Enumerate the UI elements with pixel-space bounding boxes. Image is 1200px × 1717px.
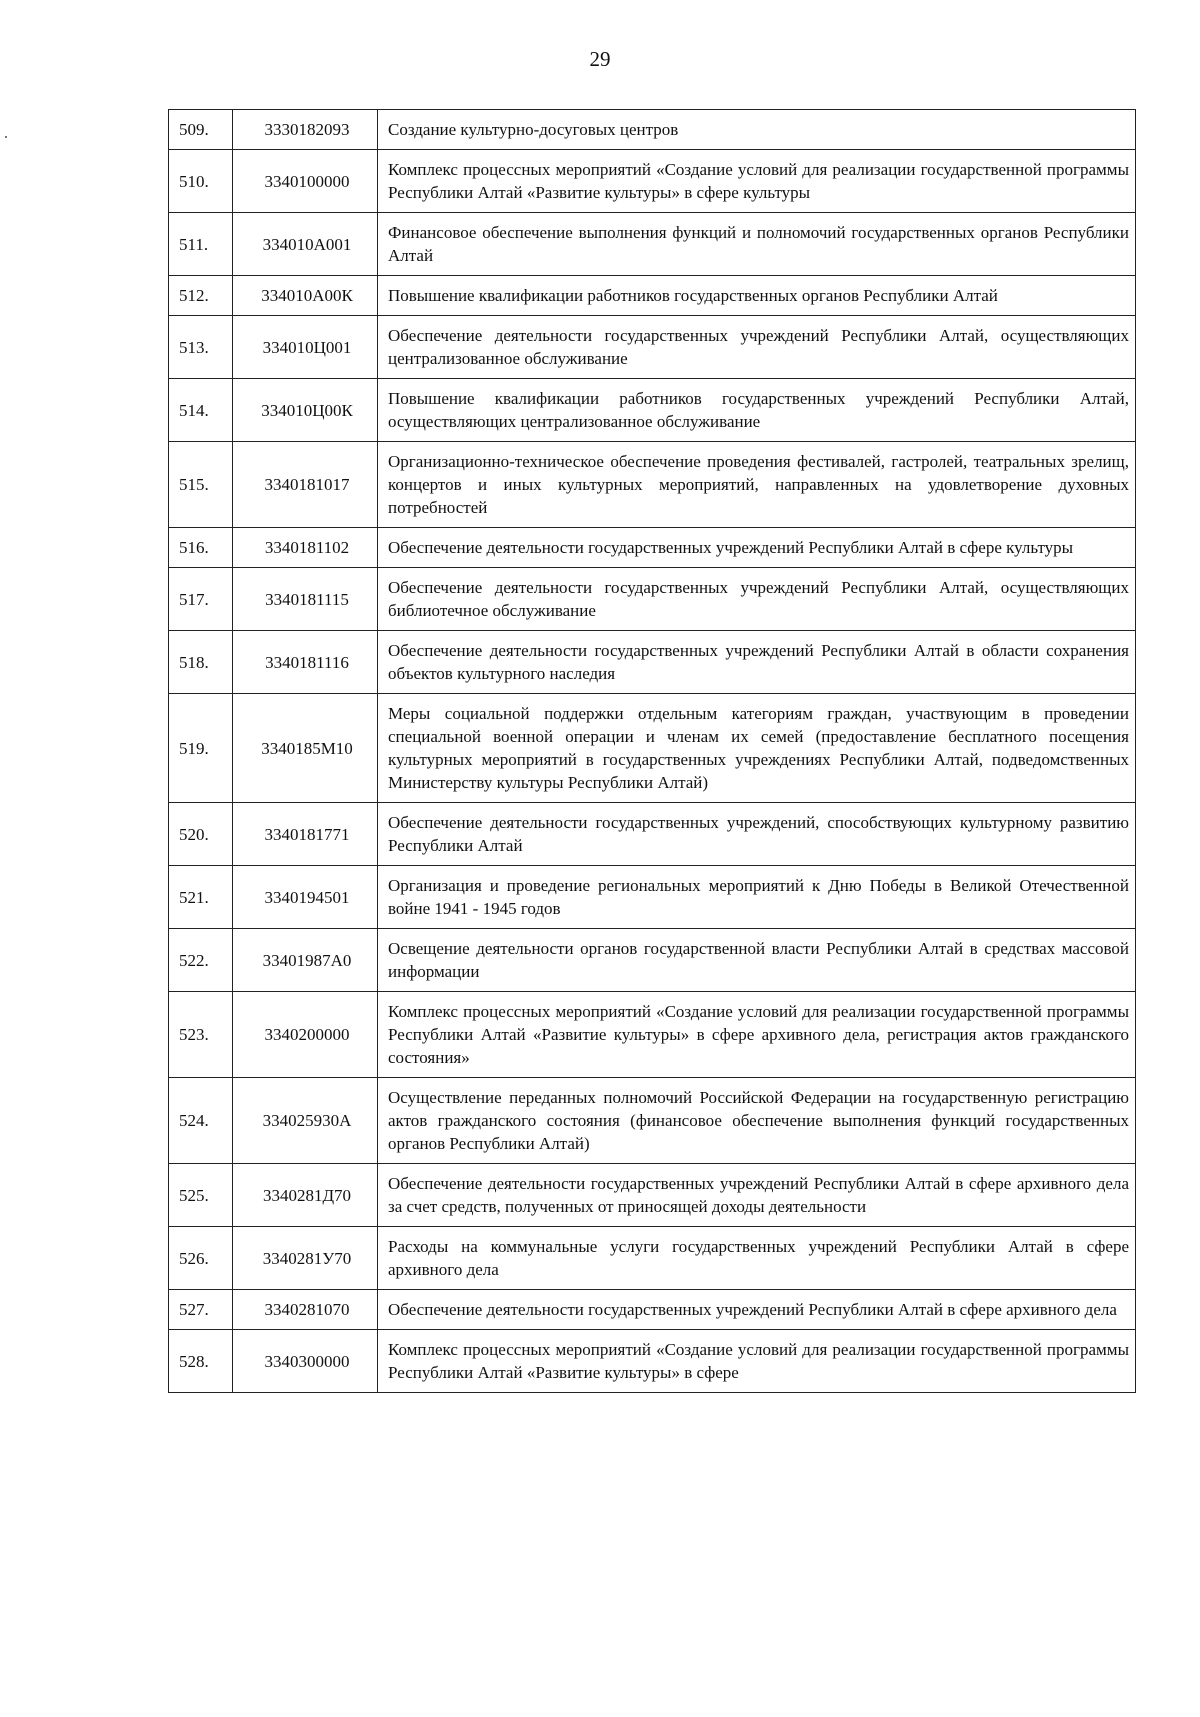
row-code: 3340100000 <box>233 150 378 213</box>
row-number: 520. <box>169 803 233 866</box>
row-code: 3340181771 <box>233 803 378 866</box>
table-row <box>169 276 1136 316</box>
scan-speck <box>5 136 7 138</box>
row-number: 518. <box>169 631 233 694</box>
row-name: Обеспечение деятельности государственных учреждений Республики Алтай в сфере архивного дела <box>378 1290 1136 1330</box>
row-code: 3340194501 <box>233 866 378 929</box>
table-row <box>169 150 1136 213</box>
row-number: 525. <box>169 1164 233 1227</box>
row-code: 334010А00К <box>233 276 378 316</box>
table-row <box>169 442 1136 528</box>
row-number: 523. <box>169 992 233 1078</box>
row-name: Обеспечение деятельности государственных учреждений Республики Алтай в области сохранения объектов культурного наследия <box>378 631 1136 694</box>
row-number: 510. <box>169 150 233 213</box>
row-name: Комплекс процессных мероприятий «Создание условий для реализации государственной программы Республики Алтай «Развитие культуры» в сфере <box>378 1330 1136 1393</box>
table-row <box>169 110 1136 150</box>
row-name: Повышение квалификации работников государственных органов Республики Алтай <box>378 276 1136 316</box>
row-code: 33401987А0 <box>233 929 378 992</box>
row-name: Осуществление переданных полномочий Российской Федерации на государственную регистрацию актов гражданского состояния (финансовое обеспечение выполнения функций государственных органов Республики Алтай) <box>378 1078 1136 1164</box>
row-number: 515. <box>169 442 233 528</box>
row-number: 528. <box>169 1330 233 1393</box>
row-code: 3340300000 <box>233 1330 378 1393</box>
row-name: Обеспечение деятельности государственных учреждений Республики Алтай, осуществляющих библиотечное обслуживание <box>378 568 1136 631</box>
table-row <box>169 1078 1136 1164</box>
row-code: 334025930А <box>233 1078 378 1164</box>
row-name: Повышение квалификации работников государственных учреждений Республики Алтай, осуществляющих централизованное обслуживание <box>378 379 1136 442</box>
row-number: 524. <box>169 1078 233 1164</box>
row-name: Обеспечение деятельности государственных учреждений Республики Алтай в сфере культуры <box>378 528 1136 568</box>
row-code: 3340181115 <box>233 568 378 631</box>
table-row <box>169 694 1136 803</box>
row-code: 3330182093 <box>233 110 378 150</box>
row-number: 526. <box>169 1227 233 1290</box>
row-code: 334010Ц00К <box>233 379 378 442</box>
page-number: 29 <box>589 47 611 71</box>
table-body <box>169 110 1136 1393</box>
table-row <box>169 992 1136 1078</box>
row-number: 516. <box>169 528 233 568</box>
table-row <box>169 631 1136 694</box>
row-number: 521. <box>169 866 233 929</box>
row-code: 3340281070 <box>233 1290 378 1330</box>
row-name: Создание культурно-досуговых центров <box>378 110 1136 150</box>
row-name: Расходы на коммунальные услуги государственных учреждений Республики Алтай в сфере архивного дела <box>378 1227 1136 1290</box>
table-row <box>169 1290 1136 1330</box>
row-name: Меры социальной поддержки отдельным категориям граждан, участвующим в проведении специальной военной операции и членам их семей (предоставление бесплатного посещения культурных мероприятий в государственных учреждениях Республики Алтай, подведомственных Министерству культуры Республики Алтай) <box>378 694 1136 803</box>
row-number: 527. <box>169 1290 233 1330</box>
row-name: Освещение деятельности органов государственной власти Республики Алтай в средствах массовой информации <box>378 929 1136 992</box>
row-number: 509. <box>169 110 233 150</box>
row-name: Организация и проведение региональных мероприятий к Дню Победы в Великой Отечественной войне 1941 - 1945 годов <box>378 866 1136 929</box>
table-row <box>169 379 1136 442</box>
row-code: 334010А001 <box>233 213 378 276</box>
budget-classification-table <box>168 109 1136 1393</box>
table-row <box>169 866 1136 929</box>
table-row <box>169 1227 1136 1290</box>
table-row <box>169 213 1136 276</box>
table-row <box>169 528 1136 568</box>
row-code: 3340185М10 <box>233 694 378 803</box>
table-row <box>169 803 1136 866</box>
row-code: 3340181116 <box>233 631 378 694</box>
row-code: 3340200000 <box>233 992 378 1078</box>
row-code: 334010Ц001 <box>233 316 378 379</box>
row-number: 513. <box>169 316 233 379</box>
row-number: 512. <box>169 276 233 316</box>
row-code: 3340181017 <box>233 442 378 528</box>
row-code: 3340181102 <box>233 528 378 568</box>
row-name: Обеспечение деятельности государственных учреждений Республики Алтай в сфере архивного дела за счет средств, полученных от приносящей доходы деятельности <box>378 1164 1136 1227</box>
row-name: Организационно-техническое обеспечение проведения фестивалей, гастролей, театральных зрелищ, концертов и иных культурных мероприятий, направленных на удовлетворение духовных потребностей <box>378 442 1136 528</box>
row-name: Комплекс процессных мероприятий «Создание условий для реализации государственной программы Республики Алтай «Развитие культуры» в сфере культуры <box>378 150 1136 213</box>
table-row <box>169 929 1136 992</box>
row-name: Комплекс процессных мероприятий «Создание условий для реализации государственной программы Республики Алтай «Развитие культуры» в сфере архивного дела, регистрация актов гражданского состояния» <box>378 992 1136 1078</box>
row-number: 522. <box>169 929 233 992</box>
table-row <box>169 1164 1136 1227</box>
row-code: 3340281У70 <box>233 1227 378 1290</box>
row-name: Обеспечение деятельности государственных учреждений Республики Алтай, осуществляющих централизованное обслуживание <box>378 316 1136 379</box>
table-row <box>169 316 1136 379</box>
row-code: 3340281Д70 <box>233 1164 378 1227</box>
row-name: Обеспечение деятельности государственных учреждений, способствующих культурному развитию Республики Алтай <box>378 803 1136 866</box>
row-number: 519. <box>169 694 233 803</box>
table-row <box>169 568 1136 631</box>
row-number: 511. <box>169 213 233 276</box>
row-number: 517. <box>169 568 233 631</box>
table-row <box>169 1330 1136 1393</box>
row-name: Финансовое обеспечение выполнения функций и полномочий государственных органов Республики Алтай <box>378 213 1136 276</box>
row-number: 514. <box>169 379 233 442</box>
